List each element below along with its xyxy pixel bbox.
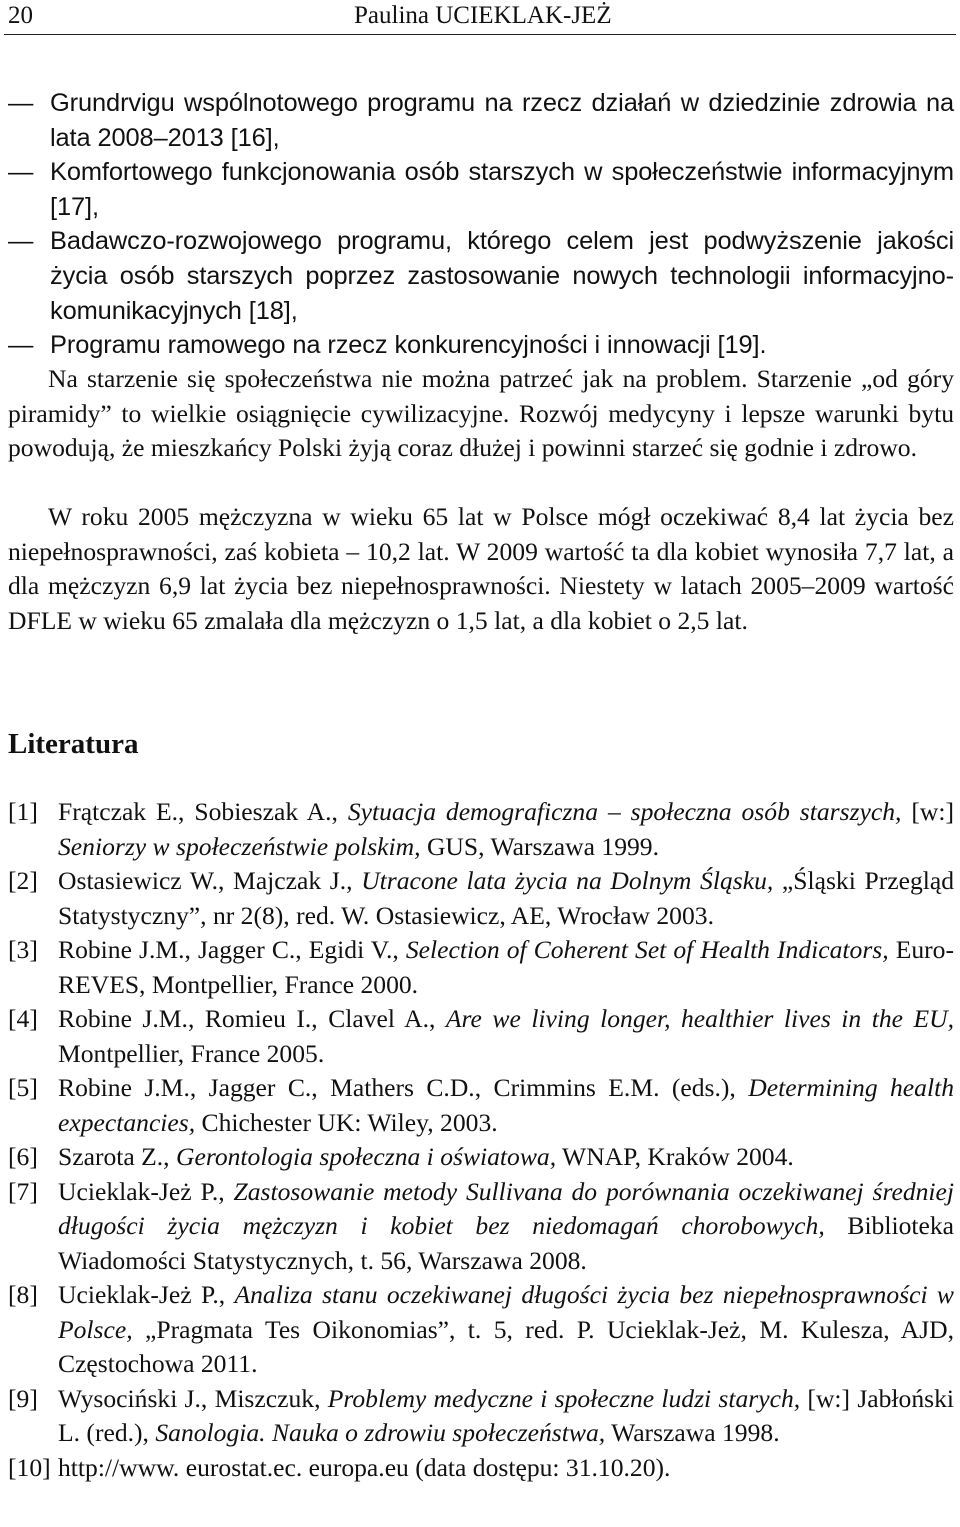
reference-number: [10] [8,1452,51,1482]
reference-details: „Śląski Przegląd Statystyczny”, nr 2(8), red. W. Ostasiewicz, AE, Wrocław 2003. [58,866,955,930]
reference-number: [7] [8,1176,38,1206]
reference-title: Utracone lata życia na Dolnym Śląsku, [361,866,774,895]
reference-details: „Pragmata Tes Oikonomias”, t. 5, red. P. Ucieklak-Jeż, M. Kulesza, AJD, Częstochowa 2011. [58,1314,955,1378]
reference-number: [9] [8,1383,38,1413]
list-item-text: Komfortowego funkcjonowania osób starszych w społeczeństwie informacyjnym [17], [50,158,954,221]
reference-authors: Wysociński J., Miszczuk, [58,1383,321,1413]
list-item [8,224,954,328]
reference-authors: Robine J.M., Romieu I., Clavel A., [58,1004,436,1033]
reference-item [8,1175,954,1279]
reference-item [8,1002,954,1071]
reference-authors: Frątczak E., Sobieszak A., [58,797,338,826]
reference-authors: Ucieklak-Jeż P., [58,1280,226,1309]
reference-title: Selection of Coherent Set of Health Indicators, [405,935,889,964]
reference-title: Analiza stanu oczekiwanej długości życia bez niepełnosprawności w Polsce, [58,1280,954,1344]
reference-details: Biblioteka Wiadomości Statystycznych, t. 56, Warszawa 2008. [58,1211,954,1275]
reference-details: Warszawa 1998. [611,1418,780,1447]
program-list [8,86,954,363]
dash-marker: — [8,331,34,360]
reference-title: Seniorzy w społeczeństwie polskim, [58,831,421,861]
reference-item [8,1451,954,1486]
reference-item [8,864,954,933]
reference-title: Sytuacja demograficzna – społeczna osób starszych, [347,797,902,826]
reference-authors: Ucieklak-Jeż P., [58,1176,225,1206]
reference-number: [3] [8,935,38,964]
reference-title: Are we living longer, healthier lives in the EU, [445,1004,954,1033]
reference-details: Chichester UK: Wiley, 2003. [201,1107,498,1137]
page-header [4,2,956,35]
reference-details: Euro-REVES, Montpellier, France 2000. [58,935,954,999]
reference-number: [1] [8,797,38,826]
reference-item [8,1071,954,1140]
reference-list [8,795,954,1485]
reference-title: Determining health expectancies, [58,1073,954,1137]
reference-item [8,1140,954,1175]
reference-number: [2] [8,866,38,895]
body-paragraph: Na starzenie się społeczeństwa nie można patrzeć jak na problem. Starzenie „od góry piramidy” to wielkie osiągnięcie cywilizacyjne. Rozwój medycyny i lepsze warunki bytu powodują, że mieszkańcy Polski żyją coraz dłużej i powinni starzeć się godnie i zdrowo. [8,364,954,462]
reference-details: Montpellier, France 2005. [58,1038,325,1068]
list-item [8,86,954,155]
list-item [8,155,954,224]
list-item-text: Badawczo-rozwojowego programu, którego celem jest podwyższenie jakości życia osób starszych poprzez zastosowanie nowych technologii informacyjno-komunikacyjnych [18], [50,227,954,325]
reference-item [8,795,954,864]
reference-number: [4] [8,1004,38,1033]
reference-number: [6] [8,1142,38,1171]
reference-number: [5] [8,1073,38,1102]
dash-marker: — [8,158,34,187]
dash-marker: — [8,227,34,256]
section-heading: Literatura [8,728,139,760]
dash-marker: — [8,89,34,117]
body-paragraph: W roku 2005 mężczyzna w wieku 65 lat w Polsce mógł oczekiwać 8,4 lat życia bez niepełnosprawności, zaś kobieta – 10,2 lat. W 2009 wartość ta dla kobiet wynosiła 7,7 lat, a dla mężczyzn 6,9 lat życia bez niepełnosprawności. Niestety w latach 2005–2009 wartość DFLE w wieku 65 zmalała dla mężczyzn o 1,5 lat, a dla kobiet o 2,5 lat. [8,502,954,635]
reference-authors: Ostasiewicz W., Majczak J., [58,866,353,895]
running-head: Paulina UCIEKLAK-JEŻ [354,2,612,29]
reference-item [8,933,954,1002]
reference-details: [w:] [911,797,955,826]
reference-details: GUS, Warszawa 1999. [426,831,659,861]
reference-details: [w:] Jabłoński L. (red.), [58,1383,955,1447]
reference-item [8,1382,954,1451]
reference-authors: Robine J.M., Jagger C., Mathers C.D., Crimmins E.M. (eds.), [58,1073,736,1102]
page-number: 20 [8,2,33,29]
reference-title: Problemy medyczne i społeczne ludzi starych, [327,1383,801,1413]
list-item [8,328,954,363]
reference-title: Gerontologia społeczna i oświatowa, [175,1142,557,1171]
reference-authors: http://www. eurostat.ec. europa.eu (data dostępu: 31.10.20). [58,1452,671,1482]
reference-details: WNAP, Kraków 2004. [562,1142,794,1171]
reference-item [8,1278,954,1382]
reference-title: Sanologia. Nauka o zdrowiu społeczeństwa, [155,1418,606,1447]
reference-number: [8] [8,1280,38,1309]
reference-authors: Szarota Z., [58,1142,170,1171]
list-item-text: Grundrvigu wspólnotowego programu na rzecz działań w dziedzinie zdrowia na lata 2008–2013 [16], [50,89,954,152]
list-item-text: Programu ramowego na rzecz konkurencyjności i innowacji [19]. [50,331,767,360]
reference-authors: Robine J.M., Jagger C., Egidi V., [58,935,399,964]
reference-title: Zastosowanie metody Sullivana do porównania oczekiwanej średniej długości życia mężczyzn i kobiet bez niedomagań chorobowych, [58,1176,954,1240]
